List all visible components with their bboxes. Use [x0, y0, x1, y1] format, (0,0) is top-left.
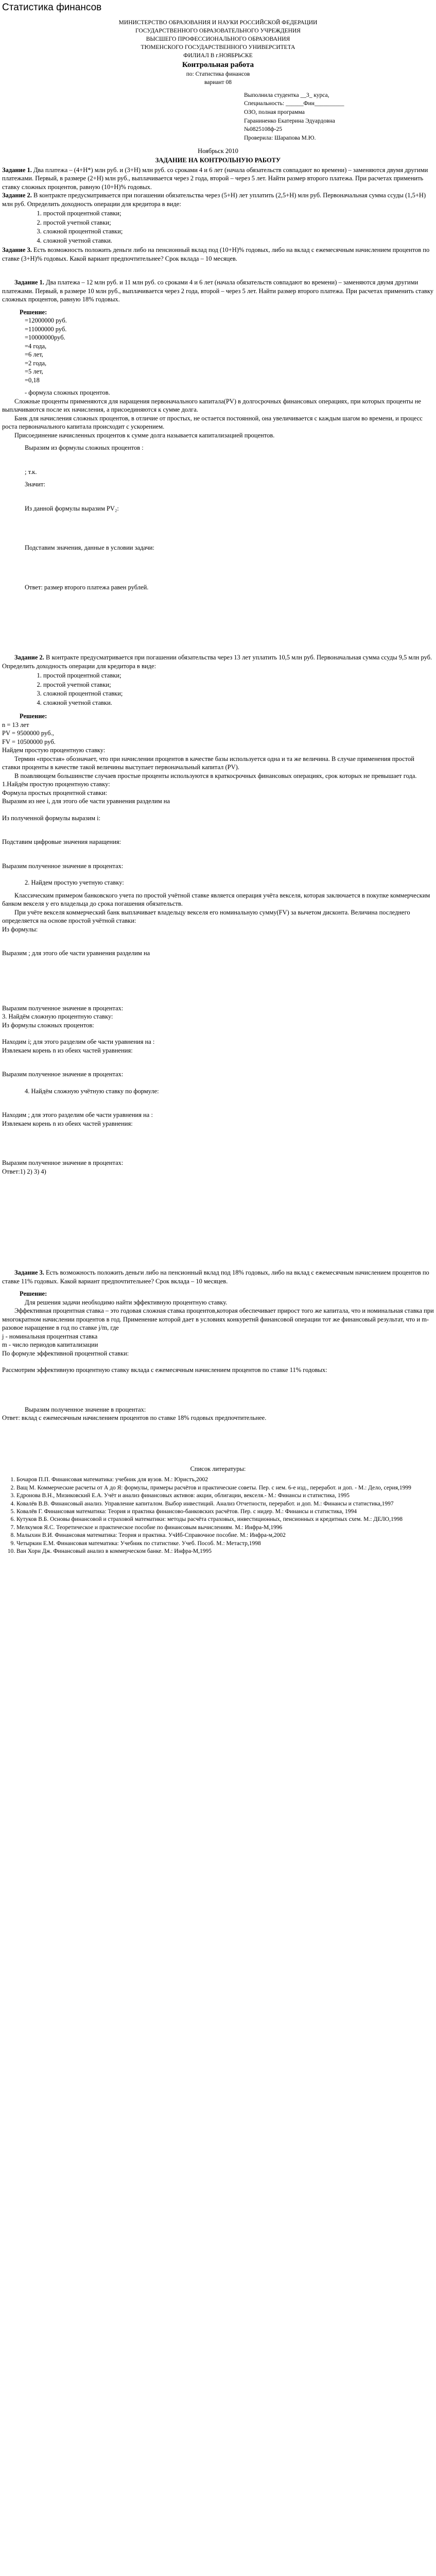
- option-item: 1. простой процентной ставки;: [43, 671, 434, 680]
- reference-item: 6. Кутуков В.Б. Основы финансовой и страховой математики: методы расчёта страховых, инвестиционных, пенсионных и кредитных схем. М.: ДЕЛО,1998: [16, 1516, 434, 1523]
- option-item: 2. простой учетной ставки;: [43, 681, 434, 689]
- paragraph: Выразим полученное значение в процентах:: [25, 1405, 146, 1413]
- title-page-header: [2, 19, 434, 87]
- task-text: В контракте предусматривается при погашении обязательства через 13 лет уплатить 10,5 млн руб. Первоначальная сумма ссуды 9,5 млн руб. Определить доходность операции для кредитора в виде:: [2, 654, 432, 670]
- answer: Ответ:1) 2) 3) 4): [2, 1167, 46, 1175]
- solution-heading: Решение:: [20, 308, 47, 316]
- given-value: =4 года,: [25, 342, 47, 350]
- paragraph: Находим ; для этого разделим обе части уравнения на :: [2, 1111, 153, 1119]
- paragraph: 4. Найдём сложную учётную ставку по формуле:: [25, 1087, 159, 1095]
- paragraph: Для решения задачи необходимо найти эффективную процентную ставку.: [25, 1298, 228, 1306]
- answer: Ответ: размер второго платежа равен рублей.: [25, 583, 149, 591]
- references-list: [5, 1476, 434, 1555]
- reference-item: 5. Ковалёв Г. Финансовая математика: Теория и практика финансово-банковских расчётов. Пер. с нидер. М.: Финансы и статистика, 1994: [16, 1508, 434, 1516]
- tasks-heading: ЗАДАНИЕ НА КОНТРОЛЬНУЮ РАБОТУ: [155, 157, 281, 164]
- given-value: =5 лет,: [25, 368, 43, 376]
- paragraph: Классическим примером банковского учета по простой учётной ставке является операция учёта векселя, которая заключается в покупке коммерческим банком векселя у его владельца до срока погашения обязательств.: [2, 891, 430, 908]
- reference-item: 2. Ващ М. Коммерческие расчеты от А до Я: формулы, примеры расчётов и практические советы. Пер. с нем. 6-е изд., переработ. и доп. - М.: Дело, серия,1999: [16, 1484, 434, 1492]
- task-label: Задание 1.: [14, 279, 44, 286]
- paragraph: Значит:: [25, 481, 45, 488]
- solution-3-statement: [2, 1268, 434, 1285]
- paragraph: Банк для начисления сложных процентов, в отличие от простых, не остается постоянной, она увеличивается с каждым шагом во времени, и процесс роста первоначального капитала происходит с ускорением.: [2, 414, 423, 431]
- task-label: Задание 1.: [2, 166, 32, 174]
- paragraph: Формула простых процентной ставки:: [2, 789, 108, 796]
- task-text: Два платежа – 12 млн руб. и 11 млн руб. со сроками 4 и 6 лет (начала обязательств совпадают во времени) – заменяются двумя другими платежами. Первый, в размере 10 млн руб., выплачивается через 2 года, второй – через 5 лет. Найти размер второго платежа. При расчетах применить ставку сложных процентов, равную 18% годовых.: [2, 279, 433, 303]
- task-text: Есть возможность положить деньги либо на пенсионный вклад под (10+Н)% годовых, либо на вклад с ежемесячным начислением процентов по ставке (3+Н)% годовых. Какой вариант предпочтительнее? Срок вклада – 10 месяцев.: [2, 246, 430, 262]
- paragraph: Выразим из формулы сложных процентов :: [25, 444, 144, 452]
- institution-line: ГОСУДАРСТВЕННОГО ОБРАЗОВАТЕЛЬНОГО УЧРЕЖДЕНИЯ: [135, 27, 301, 34]
- document-title: Статистика финансов: [2, 2, 102, 13]
- paragraph: Извлекаем корень n из обеих частей уравнения:: [2, 1120, 133, 1127]
- city-year: Ноябрьск 2010: [198, 147, 238, 155]
- given-value: PV = 9500000 руб.,: [2, 730, 54, 737]
- paragraph: Подставим значения, данные в условии задачи:: [25, 544, 154, 552]
- task-text: В контракте предусматривается при погашении обязательства через (5+Н) лет уплатить (2,5+Н) млн руб. Первоначальная сумма ссуды (1,5+Н) млн руб. Определить доходность операции для кредитора в виде:: [2, 192, 426, 208]
- student-line: Гараниненко Екатерина Эдуардовна: [244, 117, 335, 124]
- paragraph: По формуле эффективной процентной ставки:: [2, 1349, 129, 1357]
- subject-line: по: Статистика финансов: [186, 71, 250, 78]
- paragraph: Выразим из нее i, для этого обе части уравнения разделим на: [2, 798, 170, 805]
- variant-line: вариант 08: [204, 79, 232, 86]
- paragraph: Из полученной формулы выразим i:: [2, 814, 101, 822]
- paragraph: Из формулы сложных процентов:: [2, 1021, 94, 1029]
- given-value: =11000000 руб.: [25, 325, 67, 333]
- task-2: [2, 191, 434, 208]
- student-line: №0825108ф-25: [244, 126, 283, 133]
- solution-heading: Решение:: [20, 1290, 47, 1298]
- answer: Ответ: вклад с ежемесячным начислением процентов по ставке 18% годовых предпочтительнее.: [2, 1414, 267, 1422]
- student-line: Выполнила студентка __3_ курса,: [244, 92, 329, 98]
- paragraph: При учёте векселя коммерческий банк выплачивает владельцу векселя его номинальную сумму(FV) за вычетом дисконта. Величина последнего определяется на основе простой учётной ставки:: [2, 908, 410, 925]
- reference-item: 7. Мелкумов Я.С. Теоретическое и практическое пособие по финансовым вычислениям. М.: Инфра-М,1996: [16, 1524, 434, 1532]
- option-item: 1. простой процентной ставки;: [43, 209, 434, 218]
- branch-line: ФИЛИАЛ В г.НОЯБРЬСКЕ: [183, 52, 253, 59]
- reference-item: 9. Четыркин Е.М. Финансовая математика: Учебник по статистике. Учеб. Пособ. М.: Метастр,1998: [16, 1540, 434, 1548]
- option-item: 2. простой учетной ставки;: [43, 218, 434, 227]
- ministry-line: МИНИСТЕРСТВО ОБРАЗОВАНИЯ И НАУКИ РОССИЙСКОЙ ФЕДЕРАЦИИ: [118, 20, 318, 26]
- work-title: Контрольная работа: [182, 61, 254, 70]
- solution-2-options: [34, 671, 434, 707]
- option-item: 3. сложной процентной ставки;: [43, 689, 434, 698]
- institution-line: ТЮМЕНСКОГО ГОСУДАРСТВЕННОГО УНИВЕРСИТЕТА: [141, 44, 295, 50]
- paragraph: 2. Найдем простую учетную ставку:: [25, 879, 124, 887]
- task-3: [2, 246, 434, 263]
- given-value: =12000000 руб.: [25, 317, 67, 325]
- task-1: [2, 166, 434, 192]
- paragraph: Присоединение начисленных процентов к сумме долга называется капитализацией процентов.: [14, 431, 275, 439]
- references-title: Список литературы:: [190, 1465, 246, 1472]
- paragraph: Выразим ; для этого обе части уравнения разделим на: [2, 950, 150, 957]
- reference-item: 3. Едронова В.Н., Мизиковский Е.А. Учёт и анализ финансовых активов: акции, облигации, векселя.- М.: Финансы и статистика, 1995: [16, 1492, 434, 1500]
- paragraph: Термин «простая» обозначает, что при начислении процентов в качестве базы используется одна и та же величина. В случае применения простой ставки проценты в качестве такой величины выступает первоначальный капитал (PV).: [2, 755, 414, 771]
- paragraph: Выразим полученное значение в процентах:: [2, 1159, 124, 1167]
- task-text: Два платежа – (4+Н*) млн руб. и (3+Н) млн руб. со сроками 4 и 6 лет (начала обязательств совпадают во времени) – заменяются двумя другими платежами. Первый, в размере (2+Н) млн руб., выплачивается через 2 года, второй – через 5 лет. Найти размер второго платежа. При расчетах применить ставку сложных процентов, равную (10+Н)% годовых.: [2, 166, 428, 191]
- paragraph: Эффективная процентная ставка – это годовая сложная ставка процентов,которая обеспечивает прирост того же капитала, что и номинальная ставка при многократном начислении процентов в год. Применение которой дает в условиях конкуретнй финансовой операции тот же финансовый результат, что и m-разовое наращение в год по ставке j/m, где: [2, 1307, 434, 1332]
- paragraph: Подставим цифровые значения наращения:: [2, 838, 121, 846]
- given-value: =2 года,: [25, 359, 47, 367]
- paragraph: 3. Найдём сложную процентную ставку:: [2, 1013, 113, 1021]
- paragraph: Выразим полученное значение в процентах:: [2, 1071, 124, 1078]
- paragraph: Из формулы:: [2, 925, 38, 933]
- institution-line: ВЫСШЕГО ПРОФЕССИОНАЛЬНОГО ОБРАЗОВАНИЯ: [146, 36, 290, 42]
- reference-item: 1. Бочаров П.П. Финансовая математика: учебник для вузов. М.: Юристъ,2002: [16, 1476, 434, 1484]
- task-2-options: [34, 209, 434, 245]
- paragraph: j - номинальная процентная ставка: [2, 1332, 98, 1340]
- option-item: 3. сложной процентной ставки;: [43, 227, 434, 236]
- paragraph: Рассмотрим эффективную процентную ставку вклада с ежемесячным начислением процентов по ставке 11% годовых:: [2, 1366, 327, 1374]
- student-line: Специальность: ______Фин__________: [244, 100, 344, 107]
- formula-note: - формула сложных процентов.: [25, 389, 110, 397]
- paragraph: Выразим полученное значение в процентах:: [2, 1004, 124, 1012]
- task-label: Задание 3.: [14, 1269, 44, 1277]
- task-label: Задание 3.: [2, 246, 32, 254]
- reference-item: 8. Малыхин В.И. Финансовая математика: Теория и практика. УчИб-Справочное пособие. М.: Инфра-м,2002: [16, 1532, 434, 1539]
- student-line: Проверила: Шарапова М.Ю.: [244, 135, 316, 142]
- solution-heading: Решение:: [20, 713, 47, 720]
- option-item: 4. сложной учетной ставки.: [43, 236, 434, 245]
- paragraph: Сложные проценты применяются для наращения первоначального капитала(PV) в долгосрочных финансовых операциях, при которых проценты не выплачиваются после их начисления, а присоединяются к сумме долга.: [2, 397, 421, 414]
- given-value: =10000000руб.: [25, 334, 65, 342]
- task-label: Задание 2.: [2, 192, 32, 199]
- given-value: FV = 10500000 руб.: [2, 738, 56, 745]
- student-info: [244, 91, 434, 143]
- given-value: n = 13 лет: [2, 721, 29, 728]
- paragraph: m - число периодов капитализации: [2, 1341, 98, 1349]
- paragraph: Извлекаем корень n из обеих частей уравнения:: [2, 1046, 133, 1054]
- given-value: =0,18: [25, 376, 40, 384]
- solution-2-statement: [2, 653, 434, 670]
- given-value: =6 лет,: [25, 351, 43, 359]
- option-item: 4. сложной учетной ставки.: [43, 699, 434, 707]
- task-text: Есть возможность положить деньги либо на пенсионный вклад под 18% годовых, либо на вклад с ежемесячным начислением процентов по ставке 11% годовых. Какой вариант предпочтительнее? Срок вклада – 10 месяцев.: [2, 1269, 429, 1285]
- paragraph: Выразим полученное значение в процентах:: [2, 862, 124, 870]
- student-line: ОЗО, полная программа: [244, 109, 305, 116]
- paragraph: Найдем простую процентную ставку:: [2, 747, 106, 754]
- paragraph: В поавляющем большинстве случаев простые проценты используются в краткосрочных финансовых операциях, срок которых не превышает года.: [14, 772, 417, 779]
- paragraph: ; т.к.: [25, 468, 37, 476]
- paragraph: Из данной формулы выразим PV₂:: [25, 504, 119, 512]
- solution-1-statement: [2, 278, 434, 304]
- paragraph: Находим i; для этого разделим обе части уравнения на :: [2, 1038, 155, 1046]
- paragraph: 1.Найдём простую процентную ставку:: [2, 781, 110, 788]
- task-label: Задание 2.: [14, 654, 44, 662]
- reference-item: 4. Ковалёв В.В. Финансовый анализ. Управление капиталом. Выбор инвестиций. Анализ Отчетности, переработ. и доп. М.: Финансы и статистика,1997: [16, 1500, 434, 1508]
- reference-item: 10. Ван Хорн Дж. Финансовый анализ в коммерческом банке. М.: Инфра-М,1995: [16, 1548, 434, 1555]
